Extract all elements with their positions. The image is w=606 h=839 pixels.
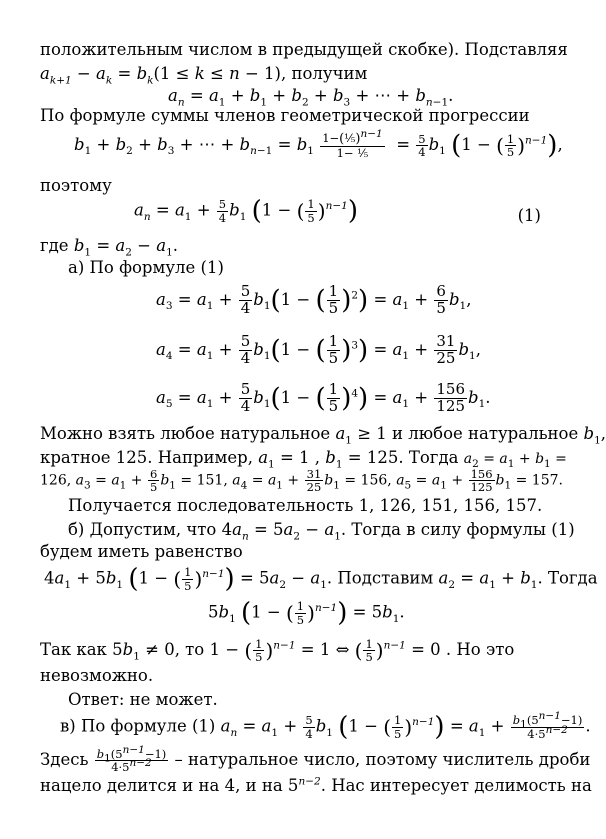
formula-a3: $a_3 = a_1$ + $\frac{5}{4}$ $b_1(1$ − ( $\frac{1}{5}$ )$^2) = a_1$ + $\frac{6}{5}$ $b_1$, bbox=[156, 282, 472, 317]
formula-5b1: $5b_1$ (1 − ( $\frac{1}{5}$ )$^{n-1}) = 5b_1$. bbox=[208, 598, 405, 628]
formula-1: $a_n = a_1$ + $\frac{5}{4}$ $b_1$ (1 − ( $\frac{1}{5}$ )$^{n-1}$) bbox=[134, 196, 358, 226]
formula-geometric-sum: $b_1 + b_2 + b_3$ + ⋯ + $b_{n-1} = b_1$ $\frac{1-(\frac{1}{5})^{n-1}}{\text{1− ⅕}}$ = $\frac{5}{4}$ $b_1$ (1 − ( $\frac{1}{5}$ )$^{n-1}$), bbox=[74, 128, 563, 161]
text-line: 126, $a_3 = a_1$ + $\frac{6}{5}$ $b_1 = 151$, $a_4 = a_1$ + $\frac{31}{25}$ $b_1 = 156$, $a_5 = a_1$ + $\frac{156}{125}$ $b_1 = 157$. bbox=[40, 467, 563, 495]
text-line: Получается последовательность 1, 126, 151, 156, 157. bbox=[68, 496, 543, 515]
equation-number: (1) bbox=[517, 206, 541, 225]
text-line: По формуле суммы членов геометрической прогрессии bbox=[40, 106, 530, 125]
formula-a4: $a_4 = a_1$ + $\frac{5}{4}$ $b_1(1$ − ( $\frac{1}{5}$ )$^3) = a_1$ + $\frac{31}{25}$ $b_1$, bbox=[156, 332, 481, 367]
formula-equality: $4a_1 + 5b_1$ (1 − ( $\frac{1}{5}$ )$^{n-1}) = 5a_2 - a_1$. Подставим $a_2 = a_1 + b_1$. Тогда bbox=[44, 564, 598, 594]
item-b-heading: б) Допустим, что $4a_n = 5a_2 - a_1$. Тогда в силу формулы (1) bbox=[68, 520, 575, 543]
text-line: поэтому bbox=[40, 176, 112, 195]
text-line: положительным числом в предыдущей скобке). Подставляя bbox=[40, 40, 568, 59]
answer-text: Ответ: не может. bbox=[68, 690, 218, 709]
text-line: Можно взять любое натуральное $a_1 \ge 1$ и любое натуральное $b_1$, bbox=[40, 424, 606, 447]
text-line: кратное 125. Например, $a_1 = 1$ , $b_1 = 125$. Тогда $a_2 = a_1 + b_1$ = bbox=[40, 448, 567, 471]
text-line: где $b_1 = a_2 - a_1$. bbox=[40, 236, 179, 259]
item-a-heading: а) По формуле (1) bbox=[68, 258, 224, 277]
text-line: Так как $5b_1 \ne 0$, то 1 − ( $\frac{1}{5}$ )$^{n-1}$ = 1 ⇔ ( $\frac{1}{5}$ )$^{n-1}$ = 0 . Но это bbox=[40, 637, 515, 665]
item-c-heading: в) По формуле (1) $a_n = a_1$ + $\frac{5}{4}$ $b_1$ (1 − ( $\frac{1}{5}$ )$^{n-1}) = a_1$ + $\frac{b_1(5^{n-1}-1)}{4\cdot 5^{n-2}}$ . bbox=[60, 710, 591, 742]
formula-a5: $a_5 = a_1$ + $\frac{5}{4}$ $b_1(1$ − ( $\frac{1}{5}$ )$^4) = a_1$ + $\frac{156}{125}$ $b_1$. bbox=[156, 380, 491, 415]
formula-an-sum: $a_n = a_1 + b_1 + b_2 + b_3$ + ⋯ + $b_{n-1}$. bbox=[168, 86, 454, 109]
text-line: невозможно. bbox=[40, 666, 154, 685]
text-line: нацело делится и на 4, и на $5^{n-2}$. Нас интересует делимость на bbox=[40, 775, 592, 795]
text-line: Здесь $\frac{b_1(5^{n-1}-1)}{4\cdot 5^{n-2}}$ – натуральное число, поэтому числитель дроби bbox=[40, 744, 591, 775]
text-line: будем иметь равенство bbox=[40, 542, 243, 561]
text-line: $a_{k+1} - a_k = b_k(1 \le k \le n - 1)$, получим bbox=[40, 64, 368, 87]
